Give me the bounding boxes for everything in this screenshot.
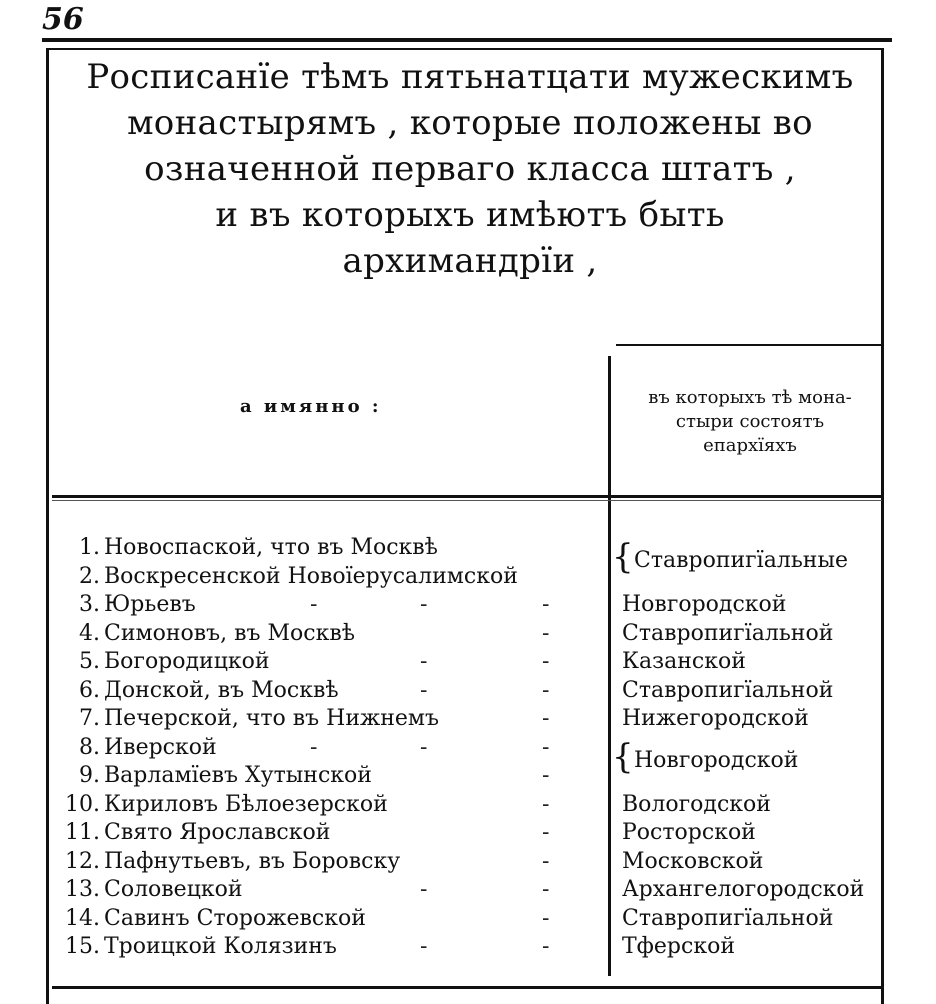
- monastery-name: Соловецкой: [104, 877, 243, 902]
- table-row: [60, 848, 880, 877]
- monastery-name: Савинъ Сторожевской: [104, 905, 366, 931]
- leader-dash: -: [542, 620, 550, 646]
- header-separator: [52, 495, 882, 498]
- monastery-name: Варламїевъ Хутынской: [104, 763, 372, 788]
- table-row: [60, 791, 880, 820]
- leader-dash: -: [310, 592, 318, 617]
- eparchy-name-braced: Новгородской: [634, 747, 799, 773]
- monastery-name: Юрьевъ: [104, 592, 196, 617]
- leader-dash: -: [420, 877, 428, 902]
- table-row: [60, 648, 880, 677]
- eparchy-name-braced: Ставропигїальные: [634, 548, 848, 573]
- header-separator-thin: [52, 500, 882, 501]
- leader-dash: -: [542, 848, 550, 874]
- eparchy-name: Казанской: [622, 649, 746, 674]
- row-number: 15.: [65, 934, 100, 959]
- row-number: 1.: [79, 535, 100, 560]
- monastery-name: Печерской, что въ Нижнемъ: [104, 706, 440, 731]
- eparchy-name: Новгородской: [622, 592, 787, 617]
- row-number: 11.: [65, 820, 100, 845]
- leader-dash: -: [542, 763, 550, 788]
- leader-dash: -: [420, 934, 428, 959]
- title-line: Росписанїе тѣмъ пятьнатцати мужескимъ: [86, 57, 854, 97]
- column-header-names: а имянно :: [240, 396, 382, 417]
- row-number: 5.: [79, 649, 100, 674]
- monastery-name: Иверской: [104, 734, 217, 760]
- row-number: 9.: [79, 763, 100, 788]
- title-line: архимандрїи ,: [342, 241, 598, 281]
- leader-dash: -: [542, 791, 550, 817]
- eparchy-name: Тферской: [622, 934, 735, 959]
- eparchy-name: Ставропигїальной: [622, 677, 834, 703]
- monastery-name: Троицкой Колязинъ: [104, 934, 337, 959]
- table-row: [60, 905, 880, 934]
- brace-icon: {: [612, 736, 634, 777]
- title-line: означенной перваго класса штатъ ,: [144, 149, 796, 189]
- eparchy-name: Вологодской: [622, 791, 771, 817]
- leader-dash: -: [420, 649, 428, 674]
- row-number: 14.: [65, 905, 100, 931]
- eparchy-name: Московской: [622, 848, 764, 874]
- leader-dash: -: [542, 649, 550, 674]
- leader-dash: -: [420, 734, 428, 760]
- row-number: 4.: [79, 620, 100, 646]
- column-header-eparchies: [616, 386, 884, 458]
- leader-dash: -: [542, 877, 550, 902]
- title-line: и въ которыхъ имѣютъ быть: [215, 195, 725, 235]
- monastery-name: Новоспаской, что въ Москвѣ: [104, 535, 438, 560]
- monastery-name: Богородицкой: [104, 649, 270, 674]
- bottom-rule: [52, 986, 882, 989]
- monastery-name: Пафнутьевъ, въ Боровску: [104, 848, 401, 874]
- row-number: 3.: [79, 592, 100, 617]
- column-header-line: епархїяхъ: [703, 435, 797, 456]
- row-number: 8.: [79, 734, 100, 760]
- row-number: 2.: [79, 563, 100, 589]
- row-number: 12.: [65, 848, 100, 874]
- brace-icon: {: [612, 537, 634, 577]
- header-rule-right: [616, 344, 884, 346]
- page-number: 56: [42, 2, 84, 37]
- monastery-name: Воскресенской Новоїерусалимской: [104, 563, 518, 589]
- eparchy-name: Ставропигїальной: [622, 905, 834, 931]
- document-title: [50, 54, 890, 284]
- column-header-line: стыри состоятъ: [675, 411, 825, 432]
- table-row: [60, 819, 880, 848]
- leader-dash: -: [542, 934, 550, 959]
- leader-dash: -: [310, 734, 318, 760]
- leader-dash: -: [542, 820, 550, 845]
- leader-dash: -: [542, 905, 550, 931]
- monastery-name: Симоновъ, въ Москвѣ: [104, 620, 356, 646]
- monastery-name: Свято Ярославской: [104, 820, 331, 845]
- top-rule: [42, 38, 892, 42]
- table-row: [60, 677, 880, 706]
- leader-dash: -: [542, 706, 550, 731]
- row-number: 7.: [79, 706, 100, 731]
- monastery-list: [60, 534, 880, 962]
- table-row: [60, 933, 880, 962]
- column-header-line: въ которыхъ тѣ мона-: [648, 387, 852, 408]
- title-line: монастырямъ , которые положены во: [127, 103, 813, 143]
- table-row: [60, 591, 880, 620]
- row-number: 13.: [65, 877, 100, 902]
- monastery-name: Кириловъ Бѣлоезерской: [104, 791, 388, 817]
- table-row: [60, 620, 880, 649]
- monastery-name: Донской, въ Москвѣ: [104, 677, 339, 703]
- eparchy-name: Архангелогородской: [622, 877, 865, 902]
- eparchy-name: Росторской: [622, 820, 756, 845]
- leader-dash: -: [542, 734, 550, 760]
- row-number: 6.: [79, 677, 100, 703]
- leader-dash: -: [542, 592, 550, 617]
- table-row: [60, 876, 880, 905]
- eparchy-name: Ставропигїальной: [622, 620, 834, 646]
- table-row: [60, 705, 880, 734]
- row-number: 10.: [65, 791, 100, 817]
- leader-dash: -: [420, 592, 428, 617]
- eparchy-name: Нижегородской: [622, 706, 809, 731]
- leader-dash: -: [420, 677, 428, 703]
- leader-dash: -: [542, 677, 550, 703]
